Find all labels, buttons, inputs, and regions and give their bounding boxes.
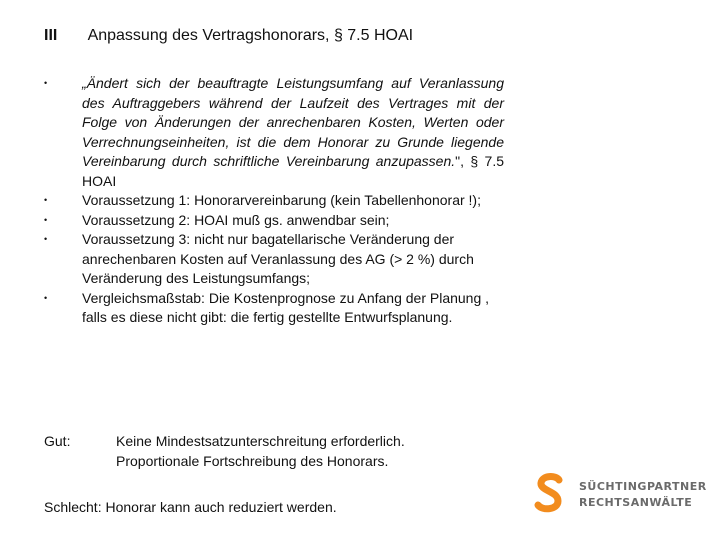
list-item-text: Vergleichsmaßstab: Die Kostenprognose zu Anfang der Planung , falls es diese nicht gibt: die fertig gestellte Entwurfsplanung. — [82, 289, 490, 325]
list-item — [44, 211, 504, 231]
list-item — [44, 289, 504, 328]
quote-source: ", § 7.5 HOAI — [82, 153, 505, 189]
gut-body — [116, 432, 536, 471]
schlecht-section — [44, 499, 337, 515]
list-item-text: Voraussetzung 2: HOAI muß gs. anwendbar sein; — [82, 211, 390, 228]
bullet-marker: • — [44, 292, 48, 303]
schlecht-label: Schlecht: — [44, 499, 102, 515]
list-item-text: Voraussetzung 1: Honorarvereinbarung (kein Tabellenhonorar !); — [82, 192, 481, 208]
bullet-list — [44, 74, 504, 328]
list-item-text: Voraussetzung 3: nicht nur bagatellarische Veränderung der anrechenbaren Kosten auf Veranlassung des AG (> 2 %) durch Veränderung des Leistungsumfangs; — [82, 231, 474, 286]
company-logo — [533, 471, 713, 519]
bullet-marker: • — [44, 234, 48, 244]
list-item — [44, 230, 504, 289]
quote-text: „Ändert sich der beauftragte Leistungsumfang auf Veranlassung des Auftraggebers während der Laufzeit des Vertrages mit der Folge von Änderungen der anrechenbaren Kosten, Werten oder Verrechnungseinheiten, ist die dem Honorar zu Grunde liegende Vereinbarung durch schriftliche Vereinbarung anzupassen. — [82, 75, 504, 169]
bullet-marker: • — [44, 78, 48, 88]
list-item — [44, 191, 504, 211]
list-item — [44, 74, 504, 191]
slide-header — [44, 27, 413, 45]
section-number: III — [44, 27, 58, 44]
logo-line-1: SÜCHTINGPARTNER — [579, 480, 707, 493]
bullet-marker: • — [44, 214, 48, 225]
gut-line-1: Keine Mindestsatzunterschreitung erforderlich. — [116, 433, 405, 449]
gut-line-2: Proportionale Fortschreibung des Honorars. — [116, 452, 389, 469]
bullet-marker: • — [44, 195, 48, 205]
schlecht-text: Honorar kann auch reduziert werden. — [105, 499, 337, 515]
logo-line-2: RECHTSANWÄLTE — [579, 496, 693, 509]
s-logo-icon — [533, 471, 565, 515]
page-title: Anpassung des Vertragshonorars, § 7.5 HOAI — [87, 27, 414, 44]
gut-label: Gut: — [44, 433, 71, 449]
